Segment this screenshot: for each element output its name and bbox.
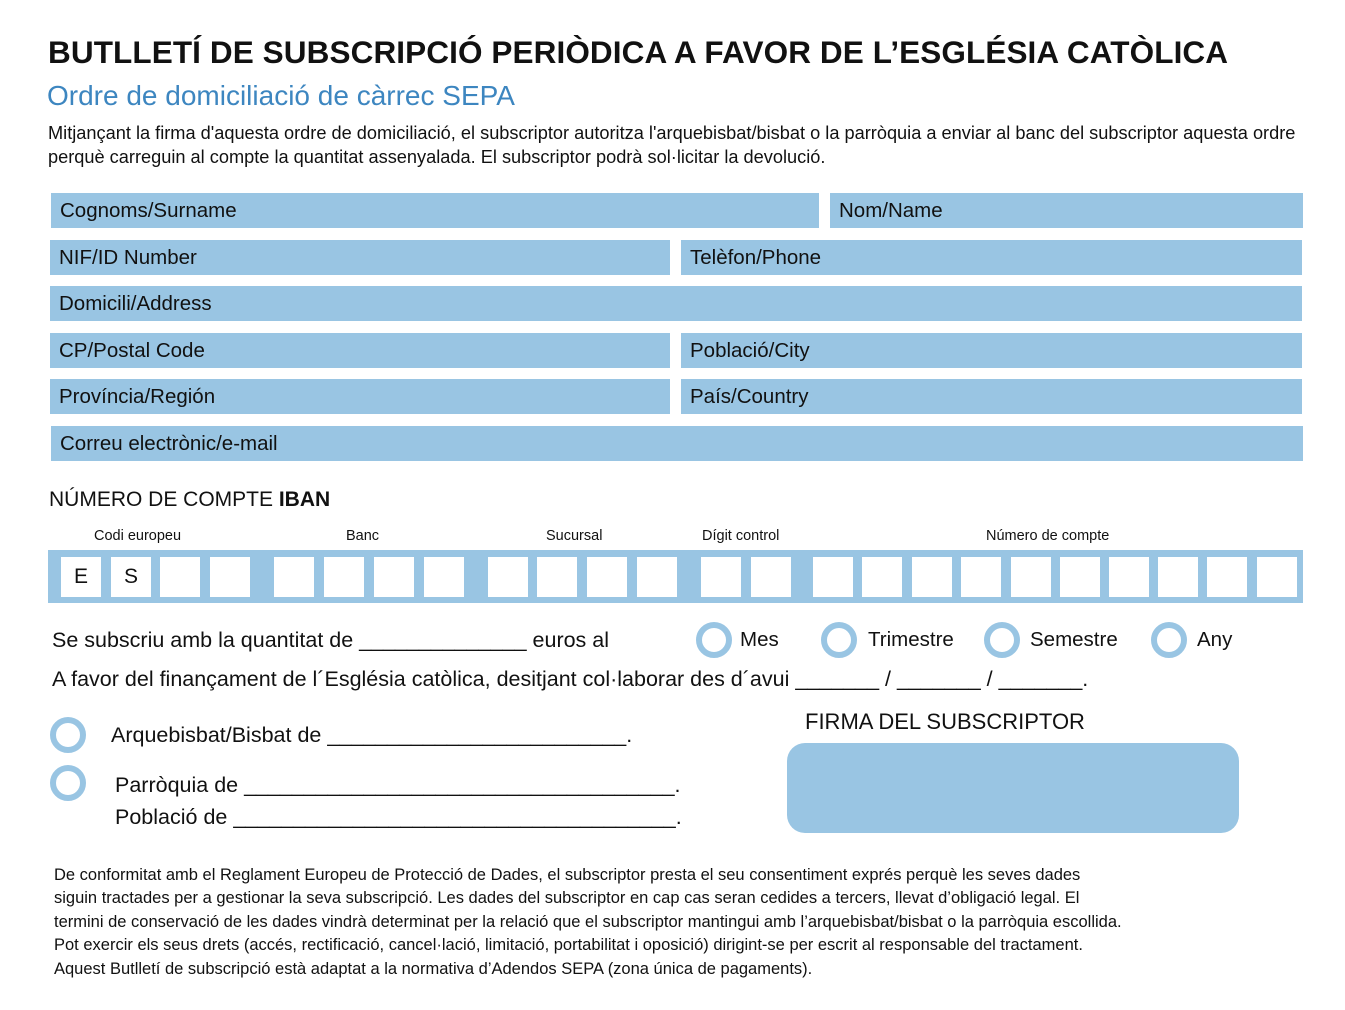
iban-digit-box[interactable]: S	[111, 557, 151, 597]
legal-line: Pot exercir els seus drets (accés, rectificació, cancel·lació, limitació, portabilitat i oposició) dirigint-se per escrit al responsable del tractament.	[54, 936, 1083, 955]
iban-digit-box[interactable]	[488, 557, 528, 597]
radio-semester-label: Semestre	[1030, 628, 1118, 651]
country-field[interactable]: País/Country	[681, 379, 1302, 414]
radio-month-label: Mes	[740, 628, 779, 651]
iban-caption-account: Número de compte	[986, 528, 1110, 544]
province-field[interactable]: Província/Región	[50, 379, 670, 414]
iban-digit-box[interactable]	[1109, 557, 1149, 597]
radio-parish[interactable]	[50, 765, 86, 801]
signature-label: FIRMA DEL SUBSCRIPTOR	[805, 709, 1085, 734]
legal-line: termini de conservació de les dades vindrà determinat per la relació que el subscriptor mantingui amb l’arquebisbat/bisbat o la parròquia escollida.	[54, 912, 1122, 931]
favor-line: A favor del finançament de l´Església catòlica, desitjant col·laborar des d´avui _______ / _______ / _______.	[52, 667, 1089, 691]
iban-digit-box[interactable]	[210, 557, 250, 597]
city-field[interactable]: Població/City	[681, 333, 1302, 368]
legal-text	[54, 864, 1314, 981]
radio-archdiocese[interactable]	[50, 717, 86, 753]
radio-quarter[interactable]	[821, 622, 857, 658]
iban-digit-box[interactable]	[274, 557, 314, 597]
parish-line: Parròquia de ____________________________________.	[115, 773, 681, 797]
radio-month[interactable]	[696, 622, 732, 658]
iban-caption-branch: Sucursal	[546, 528, 603, 544]
phone-field[interactable]: Telèfon/Phone	[681, 240, 1302, 275]
iban-digit-box[interactable]	[751, 557, 791, 597]
radio-year-label: Any	[1197, 628, 1233, 651]
iban-caption-bank: Banc	[346, 528, 380, 544]
legal-line: Aquest Butlletí de subscripció està adaptat a la normativa d’Adendos SEPA (zona única de pagaments).	[54, 959, 813, 978]
iban-digit-box[interactable]	[160, 557, 200, 597]
iban-title-bold: IBAN	[278, 488, 331, 511]
iban-digit-box[interactable]	[961, 557, 1001, 597]
radio-year[interactable]	[1151, 622, 1187, 658]
iban-digit-box[interactable]	[637, 557, 677, 597]
iban-digit-box[interactable]	[537, 557, 577, 597]
iban-digit-box[interactable]	[587, 557, 627, 597]
iban-title	[49, 488, 330, 512]
iban-digit-box[interactable]	[813, 557, 853, 597]
email-field[interactable]: Correu electrònic/e-mail	[51, 426, 1303, 461]
iban-digit-box[interactable]	[912, 557, 952, 597]
radio-semester[interactable]	[984, 622, 1020, 658]
name-field[interactable]: Nom/Name	[830, 193, 1303, 228]
iban-title-prefix: NÚMERO DE COMPTE	[49, 488, 279, 511]
iban-digit-box[interactable]	[1207, 557, 1247, 597]
legal-line: siguin tractades per a gestionar la seva subscripció. Les dades del subscriptor en cap cas seran cedides a tercers, llevat d’obligació legal. El	[54, 889, 1080, 908]
iban-digit-box[interactable]	[1257, 557, 1297, 597]
address-field[interactable]: Domicili/Address	[50, 286, 1302, 321]
archdiocese-line: Arquebisbat/Bisbat de _________________________.	[111, 723, 633, 747]
form-title: BUTLLETÍ DE SUBSCRIPCIÓ PERIÒDICA A FAVOR DE L’ESGLÉSIA CATÒLICA	[48, 34, 1229, 70]
iban-digit-box[interactable]	[1060, 557, 1100, 597]
iban-digit-box[interactable]	[1158, 557, 1198, 597]
iban-digit-box[interactable]	[1011, 557, 1051, 597]
iban-digit-box[interactable]	[862, 557, 902, 597]
surname-field[interactable]: Cognoms/Surname	[51, 193, 819, 228]
amount-line: Se subscriu amb la quantitat de ______________ euros al	[52, 628, 610, 652]
town-line: Població de _____________________________________.	[115, 805, 682, 829]
iban-caption-country: Codi europeu	[94, 528, 182, 544]
iban-digit-box[interactable]: E	[61, 557, 101, 597]
iban-digit-box[interactable]	[424, 557, 464, 597]
postal-code-field[interactable]: CP/Postal Code	[50, 333, 670, 368]
intro-text: Mitjançant la firma d'aquesta ordre de domiciliació, el subscriptor autoritza l'arquebisbat/bisbat o la parròquia a enviar al banc del subscriptor aquesta ordre perquè carreguin al compte la quantitat assenyalada. El subscriptor podrà sol·licitar la devolució.	[48, 123, 1296, 167]
legal-line: De conformitat amb el Reglament Europeu de Protecció de Dades, el subscriptor presta el seu consentiment exprés perquè les seves dades	[54, 866, 1081, 884]
iban-digit-box[interactable]	[701, 557, 741, 597]
iban-caption-check: Dígit control	[702, 528, 780, 544]
signature-box[interactable]	[787, 743, 1239, 833]
nif-field[interactable]: NIF/ID Number	[50, 240, 670, 275]
form-subtitle: Ordre de domiciliació de càrrec SEPA	[47, 80, 515, 111]
radio-quarter-label: Trimestre	[868, 628, 954, 651]
iban-digit-box[interactable]	[324, 557, 364, 597]
iban-digit-box[interactable]	[374, 557, 414, 597]
